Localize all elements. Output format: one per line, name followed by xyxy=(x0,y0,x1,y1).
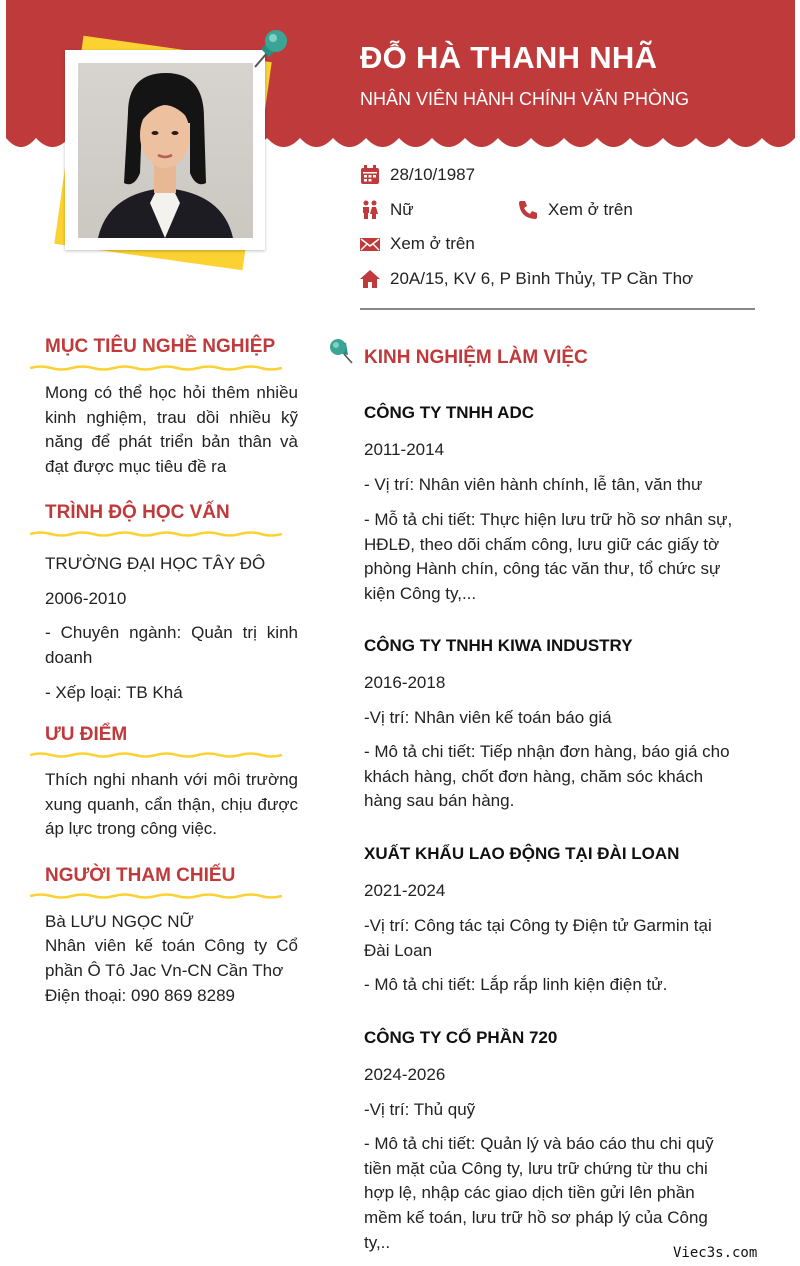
phone-icon xyxy=(518,200,538,220)
job-3-period: 2021-2024 xyxy=(364,881,446,900)
watermark-text: Viec3s.com xyxy=(673,1245,758,1261)
people-icon xyxy=(360,200,380,220)
job-2-company: CÔNG TY TNHH KIWA INDUSTRY xyxy=(364,636,633,655)
birthday-value: 28/10/1987 xyxy=(390,165,476,184)
home-icon xyxy=(360,269,380,289)
job-2-role: -Vị trí: Nhân viên kế toán báo giá xyxy=(364,708,612,727)
phone-row xyxy=(518,200,633,220)
education-major: - Chuyên ngành: Quản trị kinh doanh xyxy=(45,623,298,667)
reference-heading: NGƯỜI THAM CHIẾU xyxy=(45,865,236,886)
reference-underline xyxy=(30,891,282,901)
education-period: 2006-2010 xyxy=(45,589,127,608)
gender-row xyxy=(360,200,414,220)
objective-text: Mong có thể học hỏi thêm nhiều kinh nghiệm, trau dồi nhiều kỹ năng để phát triển bản thân và đạt được mục tiêu đề ra xyxy=(45,383,298,476)
education-school: TRƯỜNG ĐẠI HỌC TÂY ĐÔ xyxy=(45,554,266,573)
reference-phone: Điện thoại: 090 869 8289 xyxy=(45,986,235,1005)
email-value: Xem ở trên xyxy=(390,234,475,253)
calendar-icon xyxy=(360,165,380,185)
job-1-company: CÔNG TY TNHH ADC xyxy=(364,403,534,422)
address-row xyxy=(360,269,693,289)
section-pushpin-icon xyxy=(328,337,356,365)
pushpin-icon xyxy=(245,25,293,73)
job-3-role: -Vị trí: Công tác tại Công ty Điện tử Garmin tại Đài Loan xyxy=(364,916,712,960)
profile-photo xyxy=(78,63,253,238)
candidate-job-title: NHÂN VIÊN HÀNH CHÍNH VĂN PHÒNG xyxy=(360,89,690,109)
address-value: 20A/15, KV 6, P Bình Thủy, TP Cần Thơ xyxy=(390,269,694,288)
job-1-role: - Vị trí: Nhân viên hành chính, lễ tân, văn thư xyxy=(364,475,703,494)
job-4-description: - Mô tả chi tiết: Quản lý và báo cáo thu chi quỹ tiền mặt của Công ty, lưu trữ chứng từ thu chi hợp lệ, nhập các giao dịch tiền gửi lên phần mềm kế toán, lưu trữ hồ sơ pháp lý của Công ty,.. xyxy=(364,1134,714,1252)
reference-name: Bà LƯU NGỌC NỮ xyxy=(45,912,195,931)
objective-heading: MỤC TIÊU NGHỀ NGHIỆP xyxy=(45,336,276,357)
job-3-description: - Mô tả chi tiết: Lắp rắp linh kiện điện tử. xyxy=(364,975,668,994)
strengths-heading: ƯU ĐIỂM xyxy=(45,724,128,745)
job-3-company: XUẤT KHẨU LAO ĐỘNG TẠI ĐÀI LOAN xyxy=(364,844,680,863)
reference-position: Nhân viên kế toán Công ty Cổ phần Ô Tô Jac Vn-CN Cần Thơ xyxy=(45,936,298,980)
job-4-period: 2024-2026 xyxy=(364,1065,446,1084)
strengths-text: Thích nghi nhanh với môi trường xung quanh, cẩn thận, chịu được áp lực trong công việc. xyxy=(45,770,298,838)
photo-frame xyxy=(65,50,265,250)
strengths-underline xyxy=(30,750,282,760)
candidate-name: ĐỖ HÀ THANH NHÃ xyxy=(360,40,658,75)
job-4-company: CÔNG TY CỔ PHẦN 720 xyxy=(364,1028,558,1047)
email-row xyxy=(360,234,475,254)
job-4-role: -Vị trí: Thủ quỹ xyxy=(364,1100,476,1119)
gender-value: Nữ xyxy=(390,200,414,219)
education-rank: - Xếp loại: TB Khá xyxy=(45,683,183,702)
job-1-period: 2011-2014 xyxy=(364,440,445,459)
experience-heading: KINH NGHIỆM LÀM VIỆC xyxy=(364,347,588,368)
contact-divider xyxy=(360,308,755,310)
job-2-period: 2016-2018 xyxy=(364,673,446,692)
job-2-description: - Mô tả chi tiết: Tiếp nhận đơn hàng, báo giá cho khách hàng, chốt đơn hàng, chăm sóc khách hàng sau bán hàng. xyxy=(364,742,730,811)
education-heading: TRÌNH ĐỘ HỌC VẤN xyxy=(45,502,230,523)
mail-icon xyxy=(360,234,380,254)
phone-value: Xem ở trên xyxy=(548,200,633,219)
job-1-description: - Mỗ tả chi tiết: Thực hiện lưu trữ hồ sơ nhân sự, HĐLĐ, theo dõi chấm công, lưu giữ các giấy tờ phòng Hành chín, công tác văn thư, tổ chức sự kiện Công ty,... xyxy=(364,510,733,604)
birthday-row xyxy=(360,165,475,185)
education-underline xyxy=(30,529,282,539)
objective-underline xyxy=(30,363,282,373)
